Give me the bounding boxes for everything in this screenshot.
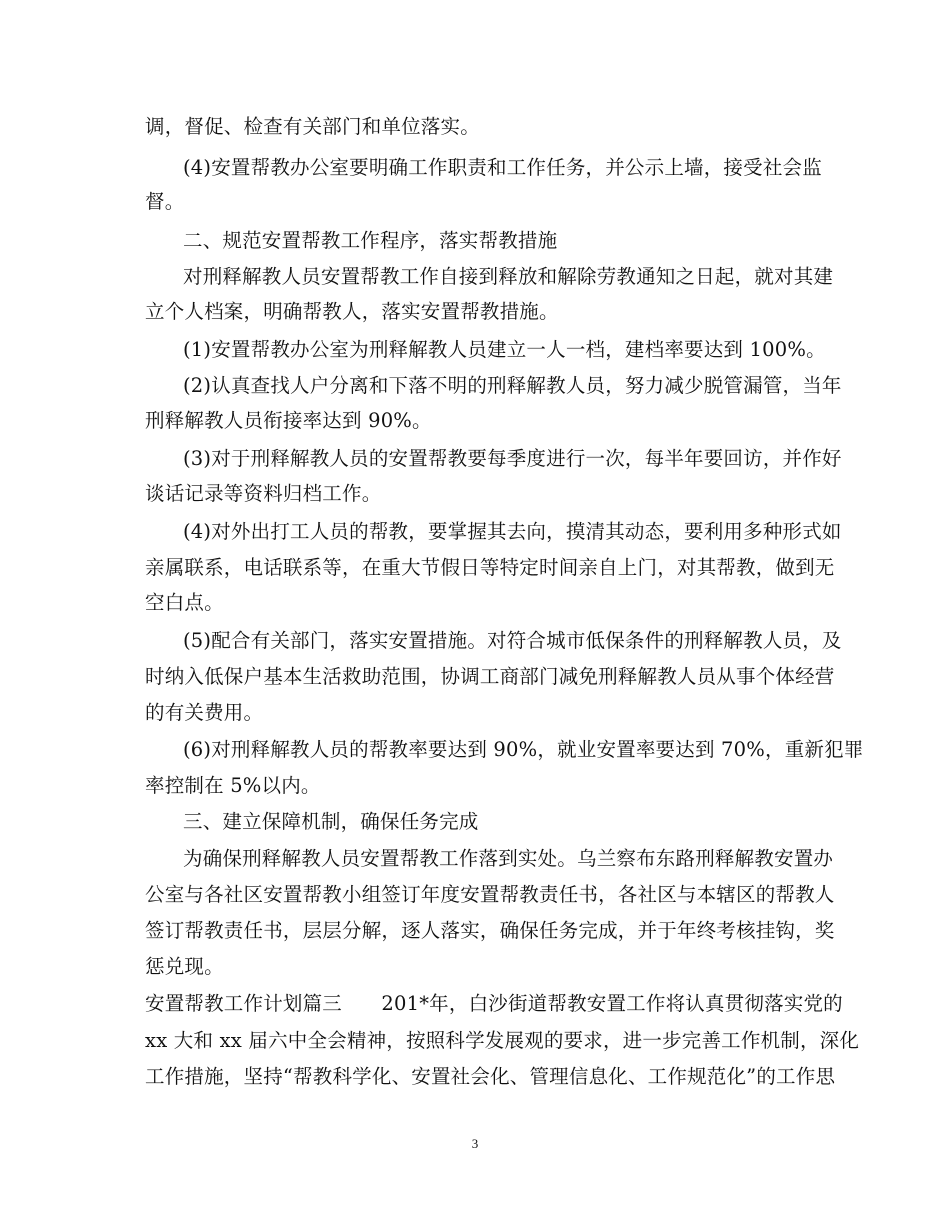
text-line: 率控制在 5%以内。 — [145, 774, 321, 797]
text-line: 时纳入低保户基本生活救助范围，协调工商部门减免刑释解教人员从事个体经营 — [145, 665, 835, 688]
text-line: 空白点。 — [145, 591, 224, 614]
text-line: 谈话记录等资料归档工作。 — [145, 482, 382, 505]
text-line: 惩兑现。 — [145, 955, 224, 978]
section-heading: 二、规范安置帮教工作程序，落实帮教措施 — [183, 229, 558, 252]
text-line: (6)对刑释解教人员的帮教率要达到 90%，就业安置率要达到 70%，重新犯罪 — [183, 738, 864, 761]
text-line: 刑释解教人员衔接率达到 90%。 — [145, 409, 432, 432]
text-line: (5)配合有关部门，落实安置措施。对符合城市低保条件的刑释解教人员，及 — [183, 629, 842, 652]
text-line: 的有关费用。 — [145, 701, 264, 724]
text-line: 签订帮教责任书，层层分解，逐人落实，确保任务完成，并于年终考核挂钩，奖 — [145, 919, 835, 942]
text-line: 公室与各社区安置帮教小组签订年度安置帮教责任书，各社区与本辖区的帮教人 — [145, 883, 835, 906]
text-line: xx 大和 xx 届六中全会精神，按照科学发展观的要求，进一步完善工作机制，深化 — [145, 1029, 860, 1052]
text-line: (3)对于刑释解教人员的安置帮教要每季度进行一次，每半年要回访，并作好 — [183, 447, 842, 470]
text-line: (1)安置帮教办公室为刑释解教人员建立一人一档，建档率要达到 100%。 — [183, 338, 826, 361]
text-line: (4)对外出打工人员的帮教，要掌握其去向，摸清其动态，要利用多种形式如 — [183, 520, 842, 543]
text-line: 督。 — [145, 190, 185, 213]
text-line: 对刑释解教人员安置帮教工作自接到释放和解除劳教通知之日起，就对其建 — [183, 265, 834, 288]
text-line: (4)安置帮教办公室要明确工作职责和工作任务，并公示上墙，接受社会监 — [183, 156, 822, 179]
text-line: 安置帮教工作计划篇三 201*年，白沙街道帮教安置工作将认真贯彻落实党的 — [145, 992, 843, 1015]
page-number: 3 — [471, 1136, 479, 1151]
text-line: 为确保刑释解教人员安置帮教工作落到实处。乌兰察布东路刑释解教安置办 — [183, 847, 834, 870]
text-line: (2)认真查找人户分离和下落不明的刑释解教人员，努力减少脱管漏管，当年 — [183, 374, 842, 397]
text-line: 调，督促、检查有关部门和单位落实。 — [145, 115, 480, 138]
text-line: 亲属联系，电话联系等，在重大节假日等特定时间亲自上门，对其帮教，做到无 — [145, 556, 835, 579]
text-line: 立个人档案，明确帮教人，落实安置帮教措施。 — [145, 300, 559, 323]
text-line: 工作措施，坚持“帮教科学化、安置社会化、管理信息化、工作规范化”的工作思 — [145, 1065, 836, 1088]
section-heading: 三、建立保障机制，确保任务完成 — [183, 810, 479, 833]
